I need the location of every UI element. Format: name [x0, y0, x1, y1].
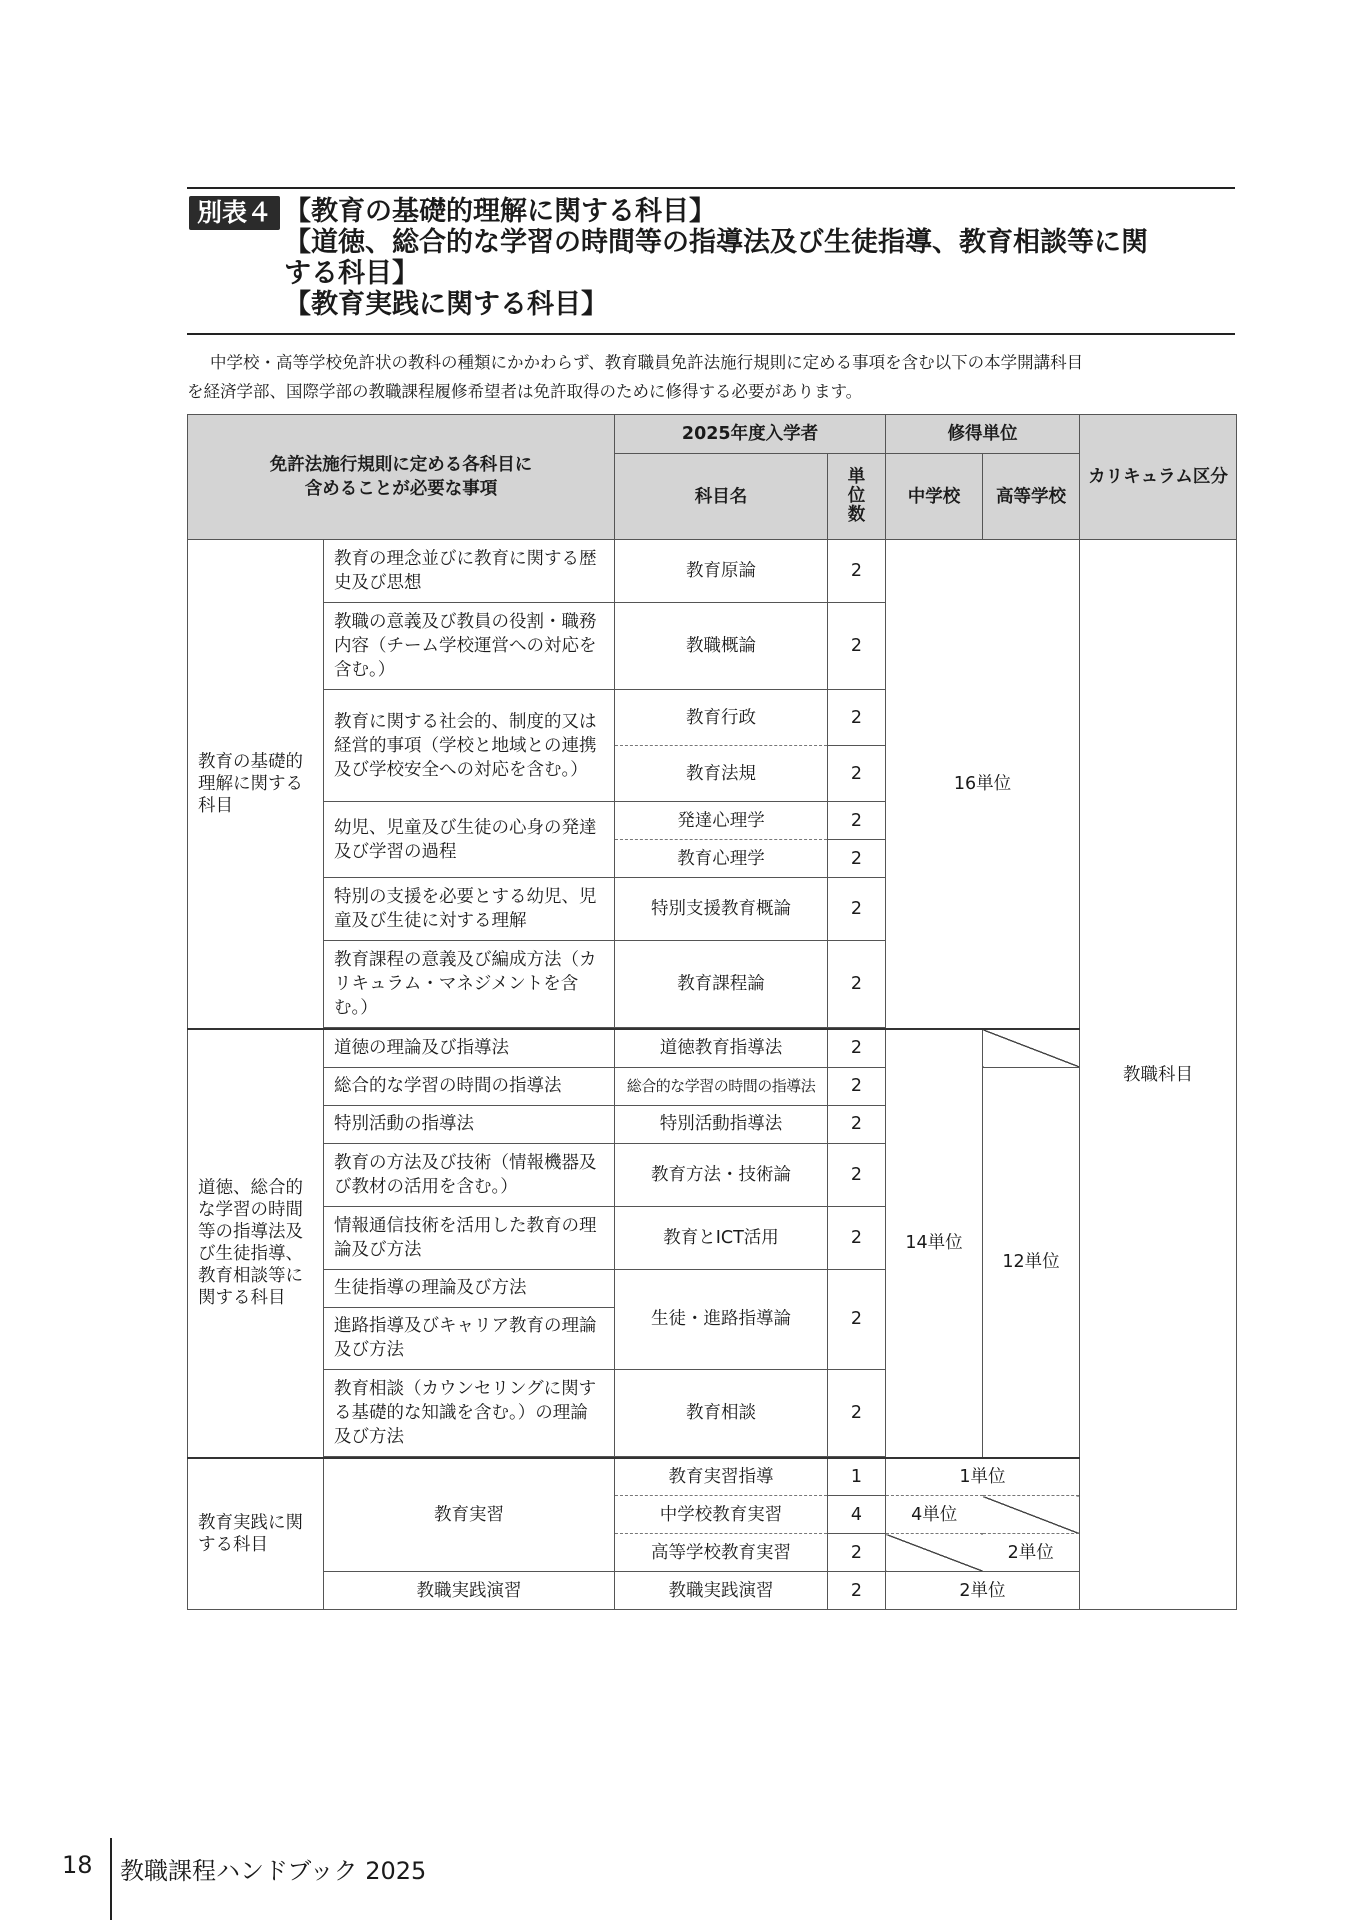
- header-high-school: 高等学校: [983, 454, 1080, 540]
- matter-cell: 生徒指導の理論及び方法: [324, 1269, 615, 1307]
- units-cell: 2: [828, 603, 886, 690]
- intro-line: 中学校・高等学校免許状の教科の種類にかかわらず、教育職員免許法施行規則に定める事項を含む以下の本学開講科目: [210, 353, 1084, 372]
- subject-cell: 中学校教育実習: [615, 1496, 828, 1534]
- not-applicable-cell: [983, 1496, 1080, 1534]
- subject-cell: 教育とICT活用: [615, 1206, 828, 1269]
- units-cell: 1: [828, 1458, 886, 1496]
- subject-cell: 特別活動指導法: [615, 1105, 828, 1143]
- curriculum-cell: 教職科目: [1080, 540, 1237, 1610]
- units-cell: 4: [828, 1496, 886, 1534]
- not-applicable-cell: [983, 1029, 1080, 1067]
- matter-cell: 教職実践演習: [324, 1572, 615, 1610]
- subject-cell: 教職実践演習: [615, 1572, 828, 1610]
- matter-cell: 教育に関する社会的、制度的又は経営的事項（学校と地域との連携及び学校安全への対応を含む。）: [324, 690, 615, 802]
- subject-cell: 教育行政: [615, 690, 828, 746]
- units-cell: 2: [828, 1369, 886, 1456]
- units-cell: 2: [828, 1105, 886, 1143]
- header-matters: 免許法施行規則に定める各科目に 含めることが必要な事項: [188, 415, 615, 540]
- units-cell: 2: [828, 1206, 886, 1269]
- units-cell: 2: [828, 1572, 886, 1610]
- subject-cell: 生徒・進路指導論: [615, 1269, 828, 1369]
- matter-cell: 教育の理念並びに教育に関する歴史及び思想: [324, 540, 615, 603]
- header-required-units: 修得単位: [886, 415, 1080, 454]
- intro-paragraph: [187, 348, 1237, 406]
- subject-cell: 総合的な学習の時間の指導法: [615, 1067, 828, 1105]
- units-cell: 2: [828, 878, 886, 941]
- header-curriculum: カリキュラム区分: [1080, 415, 1237, 540]
- header-junior-high: 中学校: [886, 454, 983, 540]
- units-cell: 2: [828, 1534, 886, 1572]
- header-top-rule: [187, 187, 1235, 189]
- matter-cell: 特別活動の指導法: [324, 1105, 615, 1143]
- title-line: する科目】: [284, 258, 419, 289]
- earned-junior-cell: 14単位: [886, 1029, 983, 1458]
- units-cell: 2: [828, 540, 886, 603]
- units-cell: 2: [828, 1029, 886, 1067]
- header-year: 2025年度入学者: [615, 415, 886, 454]
- subject-cell: 教育心理学: [615, 840, 828, 878]
- units-cell: 2: [828, 690, 886, 746]
- header-units: 単 位 数: [828, 454, 886, 540]
- intro-line: を経済学部、国際学部の教職課程履修希望者は免許取得のために修得する必要があります。: [187, 382, 863, 401]
- matter-cell: 特別の支援を必要とする幼児、児童及び生徒に対する理解: [324, 878, 615, 941]
- footer-title: 教職課程ハンドブック 2025: [120, 1857, 427, 1885]
- subject-cell: 教職概論: [615, 603, 828, 690]
- units-cell: 2: [828, 1269, 886, 1369]
- appendix-tag: 別表４: [189, 196, 280, 230]
- subject-cell: 特別支援教育概論: [615, 878, 828, 941]
- matter-cell: 道徳の理論及び指導法: [324, 1029, 615, 1067]
- category-cell: 道徳、総合的な学習の時間等の指導法及び生徒指導、教育相談等に関する科目: [188, 1029, 324, 1458]
- earned-units-cell: 1単位: [886, 1458, 1080, 1496]
- footer-divider: [110, 1838, 112, 1920]
- earned-high-cell: 12単位: [983, 1067, 1080, 1458]
- units-cell: 2: [828, 802, 886, 840]
- section-title: [284, 196, 1236, 320]
- units-cell: 2: [828, 1067, 886, 1105]
- subject-cell: 教育方法・技術論: [615, 1143, 828, 1206]
- title-line: 【教育実践に関する科目】: [284, 289, 608, 320]
- title-line: 【教育の基礎的理解に関する科目】: [284, 196, 716, 227]
- category-cell: 教育の基礎的理解に関する科目: [188, 540, 324, 1030]
- units-cell: 2: [828, 840, 886, 878]
- units-cell: 2: [828, 1143, 886, 1206]
- subject-cell: 高等学校教育実習: [615, 1534, 828, 1572]
- page-number: 18: [62, 1851, 93, 1879]
- not-applicable-cell: [886, 1534, 983, 1572]
- matter-cell: 総合的な学習の時間の指導法: [324, 1067, 615, 1105]
- category-cell: 教育実践に関する科目: [188, 1458, 324, 1610]
- matter-cell: 教育相談（カウンセリングに関する基礎的な知識を含む。）の理論及び方法: [324, 1369, 615, 1456]
- matter-cell: 教育課程の意義及び編成方法（カリキュラム・マネジメントを含む。）: [324, 941, 615, 1028]
- earned-junior-cell: 4単位: [886, 1496, 983, 1534]
- subject-cell: 道徳教育指導法: [615, 1029, 828, 1067]
- matter-cell: 幼児、児童及び生徒の心身の発達及び学習の過程: [324, 802, 615, 878]
- subject-cell: 教育実習指導: [615, 1458, 828, 1496]
- subject-cell: 教育相談: [615, 1369, 828, 1456]
- matter-cell: 教職の意義及び教員の役割・職務内容（チーム学校運営への対応を含む。）: [324, 603, 615, 690]
- matter-cell: 進路指導及びキャリア教育の理論及び方法: [324, 1307, 615, 1369]
- earned-units-cell: 2単位: [886, 1572, 1080, 1610]
- units-cell: 2: [828, 941, 886, 1028]
- subject-cell: 教育原論: [615, 540, 828, 603]
- title-line: 【道徳、総合的な学習の時間等の指導法及び生徒指導、教育相談等に関: [284, 227, 1148, 258]
- header-subject: 科目名: [615, 454, 828, 540]
- subject-cell: 教育課程論: [615, 941, 828, 1028]
- matter-cell: 教育の方法及び技術（情報機器及び教材の活用を含む。）: [324, 1143, 615, 1206]
- matter-cell: 情報通信技術を活用した教育の理論及び方法: [324, 1206, 615, 1269]
- units-cell: 2: [828, 746, 886, 802]
- subject-cell: 教育法規: [615, 746, 828, 802]
- earned-high-cell: 2単位: [983, 1534, 1080, 1572]
- subjects-table: [187, 414, 1237, 1610]
- earned-units-cell: 16単位: [886, 540, 1080, 1030]
- subject-cell: 発達心理学: [615, 802, 828, 840]
- header-bottom-rule: [187, 333, 1235, 335]
- matter-cell: 教育実習: [324, 1458, 615, 1572]
